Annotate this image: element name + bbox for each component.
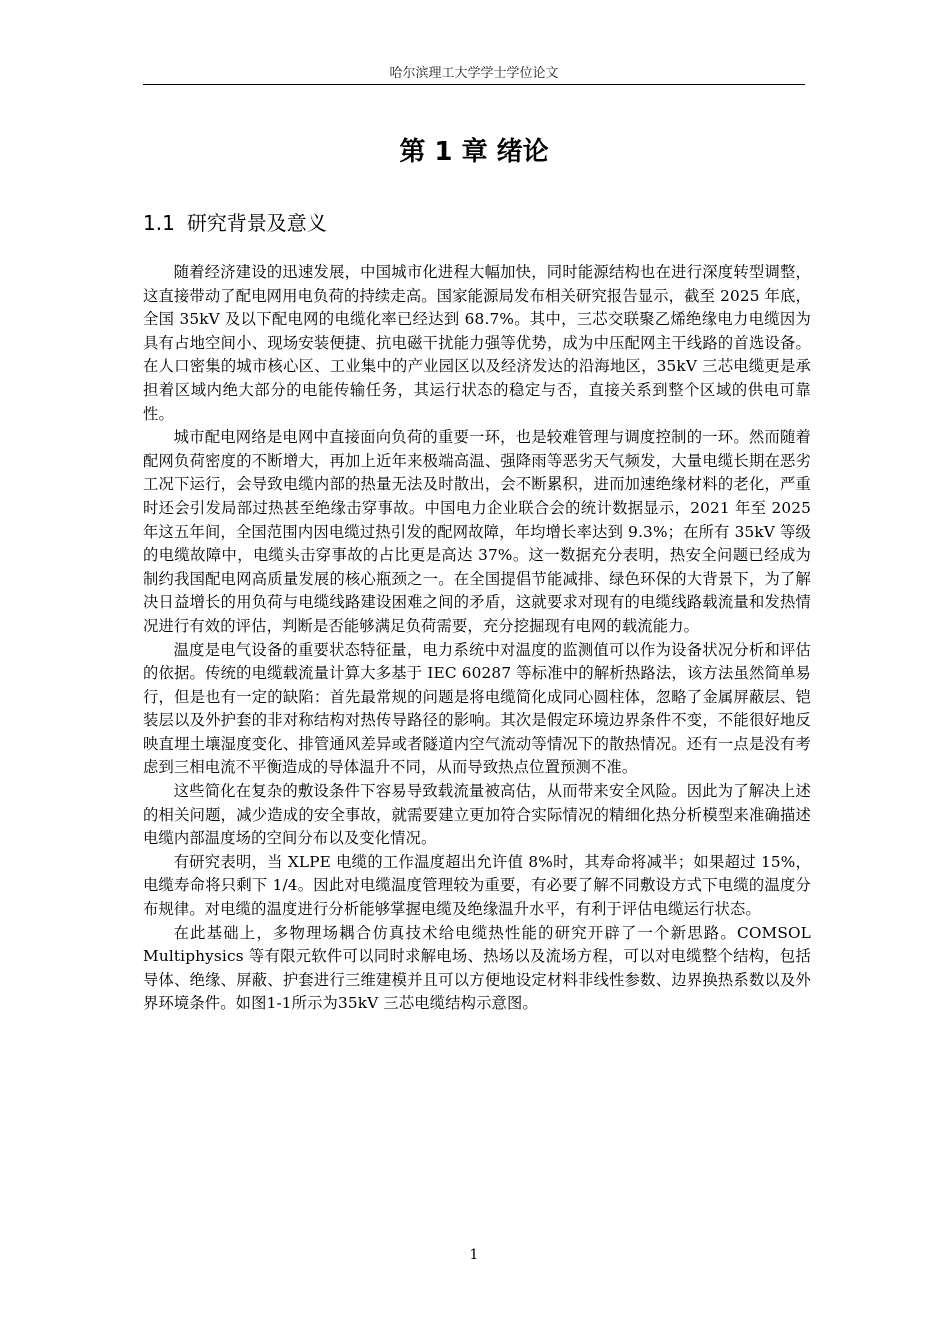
paragraph: 有研究表明，当 XLPE 电缆的工作温度超出允许值 8%时，其寿命将减半；如果超过 15%，电缆寿命将只剩下 1/4。因此对电缆温度管理较为重要，有必要了解不同敷设方式下电缆的温度分布规律。对电缆的温度进行分析能够掌握电缆及绝缘温升水平，有利于评估电缆运行状态。 <box>143 852 811 919</box>
section-title: 研究背景及意义 <box>186 211 327 235</box>
running-header: 哈尔滨理工大学学士学位论文 <box>389 66 559 81</box>
body-text <box>143 261 811 1016</box>
page-number: 1 <box>469 1247 479 1263</box>
paragraph: 温度是电气设备的重要状态特征量，电力系统中对温度的监测值可以作为设备状况分析和评估的依据。传统的电缆载流量计算大多基于 IEC 60287 等标准中的解析热路法，该方法虽然简单易行，但是也有一定的缺陷：首先最常规的问题是将电缆简化成同心圆柱体，忽略了金属屏蔽层、铠装层以及外护套的非对称结构对热传导路径的影响。其次是假定环境边界条件不变，不能很好地反映直埋土壤湿度变化、排管通风差异或者隧道内空气流动等情况下的散热情况。还有一点是没有考虑到三相电流不平衡造成的导体温升不同，从而导致热点位置预测不准。 <box>143 640 811 777</box>
paragraph: 这些简化在复杂的敷设条件下容易导致载流量被高估，从而带来安全风险。因此为了解决上述的相关问题，减少造成的安全事故，就需要建立更加符合实际情况的精细化热分析模型来准确描述电缆内部温度场的空间分布以及变化情况。 <box>143 782 811 848</box>
chapter-title: 第 1 章 绪论 <box>399 137 549 167</box>
paragraph: 城市配电网络是电网中直接面向负荷的重要一环，也是较难管理与调度控制的一环。然而随着配网负荷密度的不断增大，再加上近年来极端高温、强降雨等恶劣天气频发，大量电缆长期在恶劣工况下运行，会导致电缆内部的热量无法及时散出，会不断累积，进而加速绝缘材料的老化，严重时还会引发局部过热甚至绝缘击穿事故。中国电力企业联合会的统计数据显示，2021 年至 2025 年这五年间，全国范围内因电缆过热引发的配网故障，年均增长率达到 9.3%；在所有 35kV 等级的电缆故障中，电缆头击穿事故的占比更是高达 37%。这一数据充分表明，热安全问题已经成为制约我国配电网高质量发展的核心瓶颈之一。在全国提倡节能减排、绿色环保的大背景下，为了解决日益增长的用负荷与电缆线路建设困难之间的矛盾，这就要求对现有的电缆线路载流量和发热情况进行有效的评估，判断是否能够满足负荷需要，充分挖掘现有电网的载流能力。 <box>143 428 811 635</box>
section-heading <box>143 209 327 237</box>
section-number: 1.1 <box>143 211 175 235</box>
paragraph: 在此基础上，多物理场耦合仿真技术给电缆热性能的研究开辟了一个新思路。COMSOL Multiphysics 等有限元软件可以同时求解电场、热场以及流场方程，可以对电缆整个结构，包括导体、绝缘、屏蔽、护套进行三维建模并且可以方便地设定材料非线性参数、边界换热系数以及外界环境条件。如图1-1所示为35kV 三芯电缆结构示意图。 <box>143 923 811 1013</box>
paragraph: 随着经济建设的迅速发展，中国城市化进程大幅加快，同时能源结构也在进行深度转型调整，这直接带动了配电网用电负荷的持续走高。国家能源局发布相关研究报告显示，截至 2025 年底，全国 35kV 及以下配电网的电缆化率已经达到 68.7%。其中，三芯交联聚乙烯绝缘电力电缆因为具有占地空间小、现场安装便捷、抗电磁干扰能力强等优势，成为中压配网主干线路的首选设备。在人口密集的城市核心区、工业集中的产业园区以及经济发达的沿海地区，35kV 三芯电缆更是承担着区域内绝大部分的电能传输任务，其运行状态的稳定与否，直接关系到整个区域的供电可靠性。 <box>143 263 811 423</box>
header-divider <box>143 84 805 85</box>
